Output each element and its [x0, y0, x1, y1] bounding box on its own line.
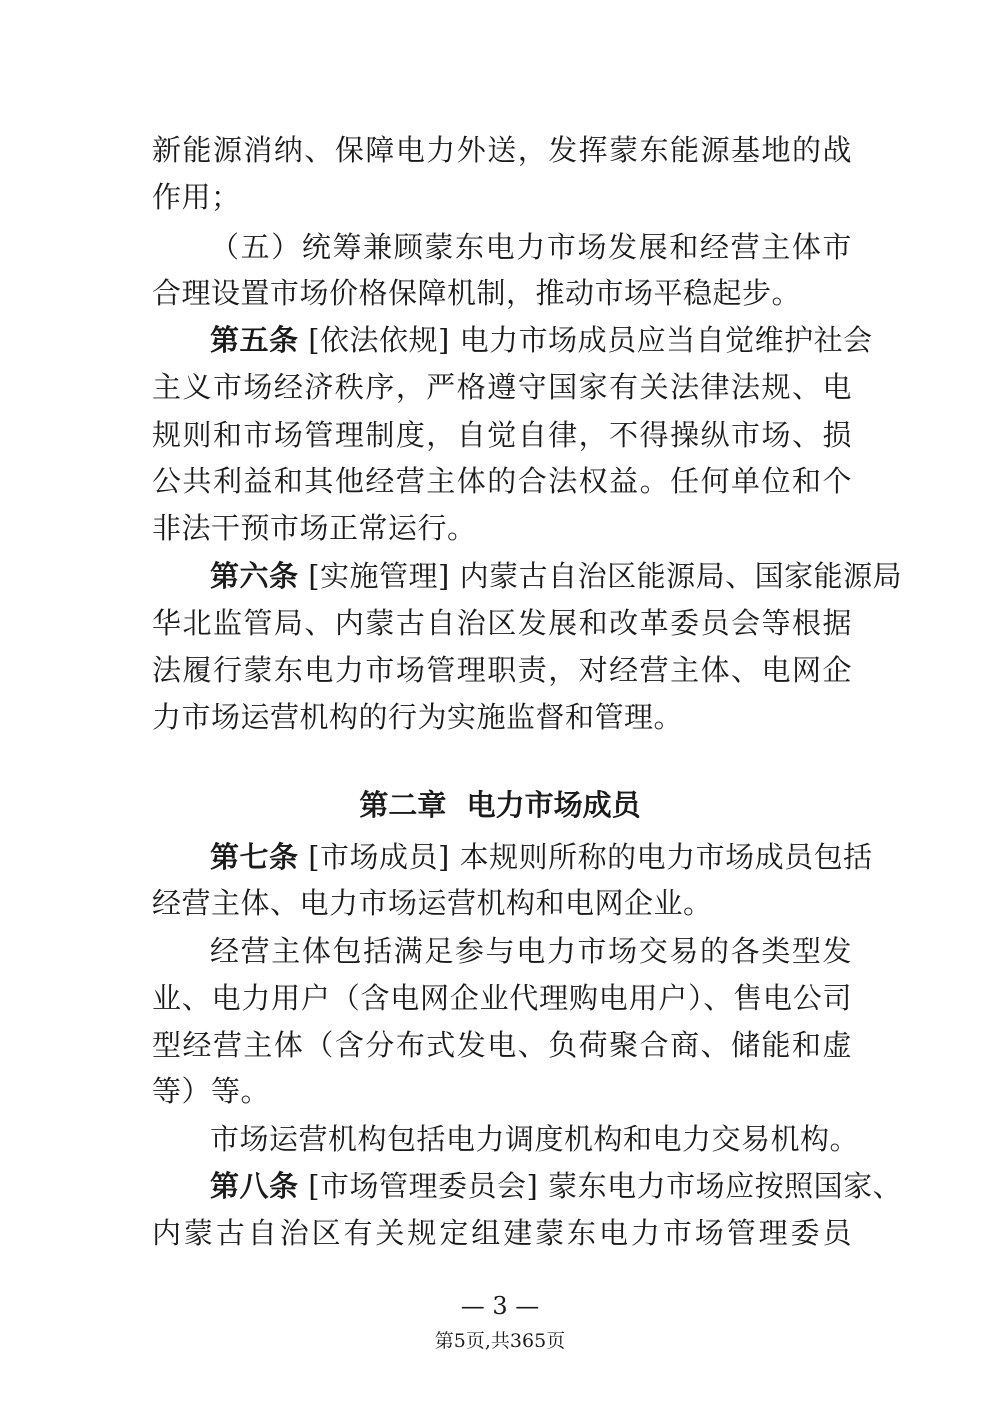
text-line: 业、电力用户（含电网企业代理购电用户）、售电公司	[152, 981, 852, 1015]
text-line: 新能源消纳、保障电力外送，发挥蒙东能源基地的战	[152, 133, 852, 167]
text-line: 华北监管局、内蒙古自治区发展和改革委员会等根据	[152, 606, 852, 640]
text-line: 合理设置市场价格保障机制，推动市场平稳起步。	[152, 276, 802, 310]
article-7-first-line	[210, 837, 873, 877]
text-line: 内蒙古自治区有关规定组建蒙东电力市场管理委员	[152, 1216, 852, 1250]
text-line: （五）统筹兼顾蒙东电力市场发展和经营主体市	[210, 230, 852, 264]
page-number: — 3 —	[460, 1292, 540, 1320]
article-heading: 第七条	[210, 840, 299, 874]
text-line: 主义市场经济秩序，严格遵守国家有关法律法规、电	[152, 370, 852, 404]
page-count: 第5页,共365页	[434, 1330, 566, 1352]
text-line: 非法干预市场正常运行。	[152, 511, 477, 545]
article-heading: 第六条	[210, 559, 299, 593]
text-line: 规则和市场管理制度，自觉自律，不得操纵市场、损	[152, 418, 852, 452]
text-line: 经营主体、电力市场运营机构和电网企业。	[152, 886, 713, 920]
article-8-first-line	[210, 1166, 903, 1206]
article-5-first-line	[210, 320, 873, 360]
text-line: 公共利益和其他经营主体的合法权益。任何单位和个	[152, 464, 852, 498]
article-heading: 第八条	[210, 1169, 299, 1203]
chapter-heading: 第二章 电力市场成员	[359, 788, 641, 822]
article-6-first-line	[210, 556, 903, 596]
text-line: 力市场运营机构的行为实施监督和管理。	[152, 700, 684, 734]
article-text: [依法依规] 电力市场成员应当自觉维护社会	[298, 323, 873, 357]
text-line: 经营主体包括满足参与电力市场交易的各类型发	[210, 934, 852, 968]
article-heading: 第五条	[210, 323, 299, 357]
text-line: 作用；	[152, 180, 241, 214]
article-text: [市场管理委员会] 蒙东电力市场应按照国家、	[298, 1169, 903, 1203]
text-line: 等）等。	[152, 1074, 271, 1108]
text-line: 型经营主体（含分布式发电、负荷聚合商、储能和虚	[152, 1028, 852, 1062]
text-line: 市场运营机构包括电力调度机构和电力交易机构。	[210, 1122, 860, 1156]
text-line: 法履行蒙东电力市场管理职责，对经营主体、电网企	[152, 653, 852, 687]
article-text: [市场成员] 本规则所称的电力市场成员包括	[298, 840, 873, 874]
article-text: [实施管理] 内蒙古自治区能源局、国家能源局	[298, 559, 903, 593]
